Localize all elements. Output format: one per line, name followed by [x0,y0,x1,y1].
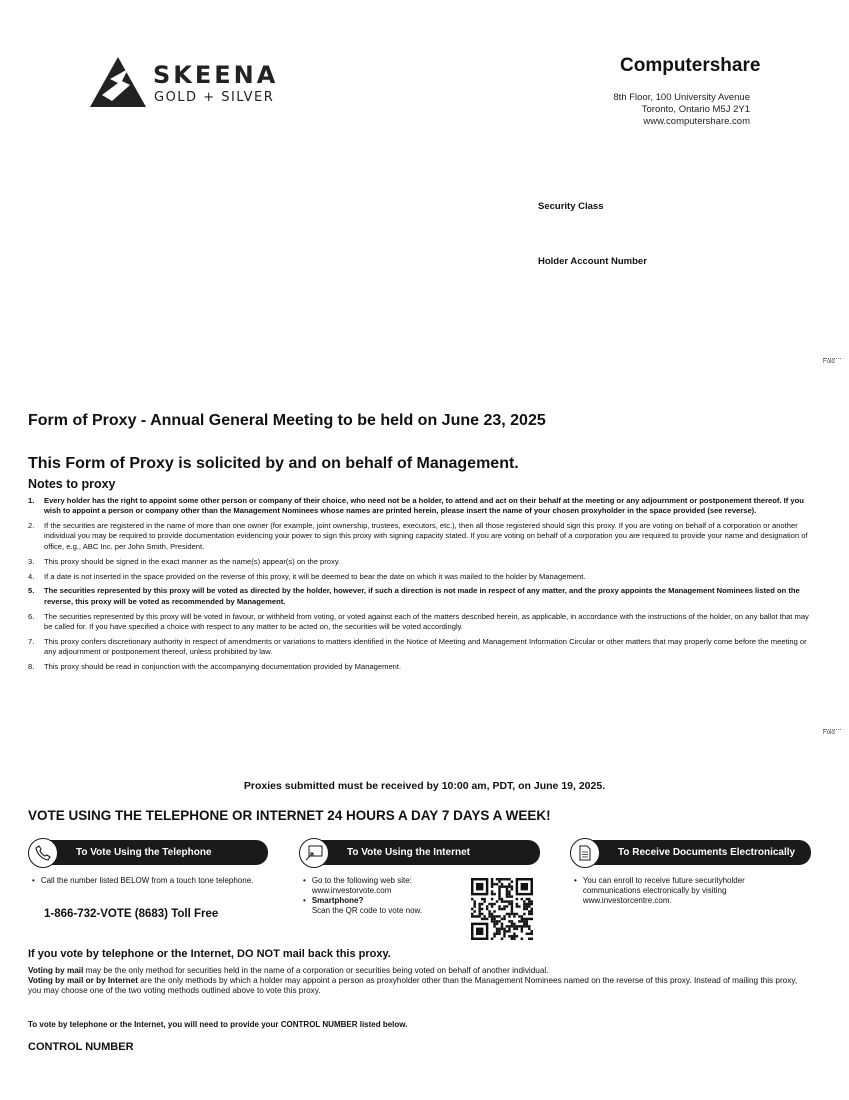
toll-free-number: 1-866-732-VOTE (8683) Toll Free [44,908,219,920]
note-item: 3. This proxy should be signed in the exact manner as the name(s) appear(s) on the proxy. [28,556,341,566]
fold-mark-top: Fold [823,358,841,365]
qr-code[interactable] [471,878,533,940]
note-item: 5. The securities represented by this proxy will be voted as directed by the holder, however, if such a direction is not made in respect of any matter, and the proxy appoints the Management Nominees listed on the reverse, this proxy will be voted as recommended by Management. [28,586,800,606]
note-item: 4. If a date is not inserted in the space provided on the reverse of this proxy, it will be deemed to bear the date on which it was mailed to the holder by Management. [28,571,586,581]
note-item: 7. This proxy confers discretionary authority in respect of amendments or variations to matters identified in the Notice of Meeting and Management Information Circular or other matters that may properly come before the meeting or any adjournment or postponement thereof, unless prohibited by law. [28,636,807,657]
phone-icon [28,838,58,868]
vote-heading: VOTE USING THE TELEPHONE OR INTERNET 24 HOURS A DAY 7 DAYS A WEEK! [28,808,551,823]
qr-instruction: Scan the QR code to vote now. [311,906,423,915]
agent-address: 8th Floor, 100 University Avenue Toronto, Ontario M5J 2Y1 www.computershare.com [613,92,750,127]
fold-mark-bottom: Fold [823,729,841,736]
issuer-name: SKEENA [153,61,279,89]
no-mail-warning: If you vote by telephone or the Internet, DO NOT mail back this proxy. [28,948,391,960]
holder-account-label: Holder Account Number [538,256,647,267]
monitor-cursor-icon [299,838,329,868]
document-icon [570,838,600,868]
skeena-mountain-icon [88,55,148,109]
internet-instruction: Go to the following web site: www.investorvote.com [311,876,412,895]
internet-title-bar: To Vote Using the Internet [313,840,540,865]
electronic-title-bar: To Receive Documents Electronically [584,840,811,865]
note-item: 6. The securities represented by this proxy will be voted in favour, or withheld from voting, or voted against each of the matters described herein, as applicable, in accordance with the instructions of the holder, on any ballot that may be called for. If you have specified a choice with respect to any matter to be acted on, the securities will be voted accordingly. [28,611,809,631]
notes-heading: Notes to proxy [28,477,116,491]
control-number-label: CONTROL NUMBER [28,1041,134,1053]
issuer-tagline: GOLD + SILVER [154,90,275,105]
agent-logo: Computershare [620,55,761,76]
mail-voting-paragraph: Voting by mail may be the only method for securities held in the name of a corporation or securities being voted on behalf of another individual. Voting by mail or by Internet are the only methods by which a holder may appoint a person as proxyholder other than the Management Nominees named on the reverse of this proxy. Instead of mailing this proxy, you may choose one of the two voting methods outlined above to vote this proxy. [28,966,798,995]
telephone-instruction: Call the number listed BELOW from a touch tone telephone. [40,876,254,885]
issuer-logo [88,55,308,110]
telephone-title-bar: To Vote Using the Telephone [42,840,268,865]
control-number-note: To vote by telephone or the Internet, you will need to provide your CONTROL NUMBER listed below. [28,1020,408,1029]
solicitation-statement: This Form of Proxy is solicited by and on behalf of Management. [28,455,519,472]
deadline-notice: Proxies submitted must be received by 10:00 am, PDT, on June 19, 2025. [243,780,606,792]
security-class-label: Security Class [538,201,604,212]
notes-list [28,496,813,677]
note-item: 2. If the securities are registered in the name of more than one owner (for example, joint ownership, trustees, executors, etc.), then all those registered should sign this proxy. If you are voting on behalf of a corporation or another individual you may be required to provide documentation evidencing your power to sign this proxy with signing capacity stated. If you are voting on behalf of a corporation you are required to provide your name and designation of office, e.g., ABC Inc. per John Smith, President. [28,521,808,551]
note-item: 8. This proxy should be read in conjunction with the accompanying documentation provided by Management. [28,662,402,672]
smartphone-label: Smartphone? [311,896,364,905]
page-title: Form of Proxy - Annual General Meeting to be held on June 23, 2025 [28,412,546,429]
electronic-instruction: You can enroll to receive future securityholder communications electronically by visiting www.investorcentre.com. [582,876,745,905]
note-item: 1. Every holder has the right to appoint some other person or company of their choice, who need not be a holder, to attend and act on their behalf at the meeting or any adjournment or postponement thereof. If you wish to appoint a person or company other than the Management Nominees whose names are printed herein, please insert the name of your chosen proxyholder in the space provided (see reverse). [28,496,804,516]
